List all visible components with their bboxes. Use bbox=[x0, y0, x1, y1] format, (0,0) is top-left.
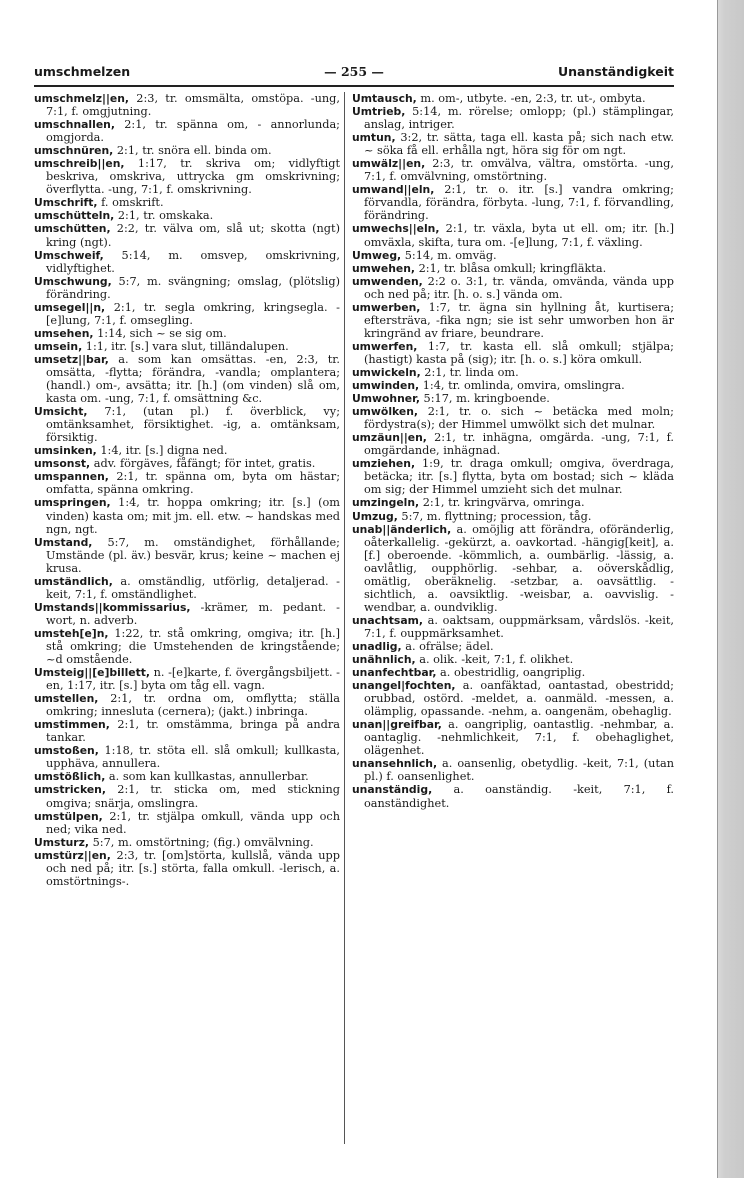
dictionary-entry bbox=[352, 157, 674, 183]
entry-headword: umsteh[e]n, bbox=[34, 626, 109, 640]
entry-headword: umspannen, bbox=[34, 470, 109, 484]
entry-definition: 2:2 o. 3:1, tr. vända, omvända, vända upp och ned på; itr. [h. o. s.] vända om. bbox=[364, 274, 674, 301]
dictionary-entry bbox=[34, 783, 340, 809]
entry-headword: umsegel||n, bbox=[34, 300, 106, 314]
entry-headword: umständlich, bbox=[34, 574, 113, 588]
right-column bbox=[352, 92, 674, 810]
entry-definition: 1:1, itr. [s.] vara slut, tilländalupen. bbox=[82, 339, 289, 353]
entry-headword: unansehnlich, bbox=[352, 757, 438, 771]
entry-definition: 2:1, tr. växla, byta ut ell. om; itr. [h.] omväxla, skifta, tura om. -[e]lung, 7:1, f. växling. bbox=[364, 222, 674, 249]
header-first-word: umschmelzen bbox=[34, 64, 131, 79]
entry-headword: umtun, bbox=[352, 131, 396, 145]
entry-definition: 2:2, tr. välva om, slå ut; skotta (ngt) kring (ngt). bbox=[46, 222, 340, 249]
entry-headword: umsonst, bbox=[34, 457, 91, 471]
entry-headword: Umsteig||[e]billett, bbox=[34, 666, 151, 680]
dictionary-entry bbox=[352, 340, 674, 366]
dictionary-entry bbox=[352, 679, 674, 718]
entry-headword: umzingeln, bbox=[352, 496, 420, 510]
entry-definition: 2:1, tr. omstämma, bringa på andra tankar. bbox=[46, 718, 340, 745]
dictionary-entry bbox=[352, 275, 674, 301]
dictionary-entry bbox=[34, 144, 340, 157]
entry-definition: 2:1, tr. spänna om, byta om hästar; omfatta, spänna omkring. bbox=[46, 470, 340, 497]
entry-definition: 5:7, m. flyttning; procession, tåg. bbox=[397, 509, 592, 523]
entry-definition: a. oaktsam, ouppmärksam, vårdslös. -keit, 7:1, f. ouppmärksamhet. bbox=[364, 613, 674, 640]
entry-headword: umzäun||en, bbox=[352, 431, 427, 445]
dictionary-entry bbox=[34, 92, 340, 118]
dictionary-entry bbox=[352, 392, 674, 405]
left-column bbox=[34, 92, 340, 888]
entry-definition: a. oangriplig, oantastlig. -nehmbar, a. oantaglig. -nehmlichkeit, 7:1, f. obehaglighet, olägenhet. bbox=[364, 718, 674, 758]
entry-headword: umschmelz||en, bbox=[34, 92, 130, 105]
entry-definition: 2:1, tr. o. itr. [s.] vandra omkring; förvandla, förändra, förbyta. -lung, 7:1, f. förvandling, förändring. bbox=[364, 183, 674, 223]
entry-headword: unadlig, bbox=[352, 639, 402, 653]
entry-headword: Umtausch, bbox=[352, 92, 417, 105]
dictionary-entry bbox=[34, 444, 340, 457]
entry-headword: unähnlich, bbox=[352, 653, 416, 667]
dictionary-entry bbox=[34, 353, 340, 405]
entry-definition: 1:14, sich ~ se sig om. bbox=[93, 326, 227, 340]
dictionary-entry bbox=[352, 131, 674, 157]
dictionary-entry bbox=[352, 249, 674, 262]
dictionary-entry bbox=[34, 718, 340, 744]
entry-definition: 2:1, tr. segla omkring, kringsegla. -[e]lung, 7:1, f. omsegling. bbox=[46, 300, 340, 327]
entry-definition: a. oansenlig, obetydlig. -keit, 7:1, (utan pl.) f. oansenlighet. bbox=[364, 757, 674, 784]
entry-definition: 5:7, m. svängning; omslag, (plötslig) förändring. bbox=[46, 274, 340, 301]
dictionary-entry bbox=[352, 222, 674, 248]
dictionary-entry bbox=[34, 118, 340, 144]
entry-headword: Umschrift, bbox=[34, 196, 98, 210]
dictionary-entry bbox=[352, 666, 674, 679]
dictionary-entry bbox=[34, 470, 340, 496]
dictionary-entry bbox=[352, 262, 674, 275]
entry-definition: 2:1, tr. sticka om, med stickning omgiva; snärja, omslingra. bbox=[46, 783, 340, 810]
dictionary-entry bbox=[34, 692, 340, 718]
dictionary-entry bbox=[34, 601, 340, 627]
entry-headword: umstürz||en, bbox=[34, 848, 111, 862]
dictionary-entry bbox=[34, 196, 340, 209]
entry-definition: -krämer, m. pedant. -wort, n. adverb. bbox=[46, 600, 340, 627]
entry-headword: umsetz||bar, bbox=[34, 352, 109, 366]
entry-definition: 1:18, tr. stöta ell. slå omkull; kullkasta, upphäva, annullera. bbox=[46, 744, 340, 771]
entry-definition: a. ofrälse; ädel. bbox=[401, 639, 494, 653]
entry-definition: 2:1, tr. stjälpa omkull, vända upp och ned; vika ned. bbox=[46, 809, 340, 836]
entry-headword: Umstands||kommissarius, bbox=[34, 600, 191, 614]
entry-definition: 5:17, m. kringboende. bbox=[419, 392, 550, 406]
entry-definition: a. oanfäktad, oantastad, obestridd; orubbad, ostörd. -meldet, a. oanmäld. -messen, a. olämplig, opassande. -nehm, a. oangenäm, obehaglig. bbox=[364, 679, 674, 719]
entry-definition: m. om-, utbyte. -en, 2:3, tr. ut-, ombyta. bbox=[416, 92, 646, 105]
entry-definition: 1:7, tr. ägna sin hyllning åt, kurtisera; eftersträva, -fika ngn; sie ist sehr umworben hon är kringränd av friare, beundrare. bbox=[364, 300, 674, 340]
dictionary-entry bbox=[34, 275, 340, 301]
column-divider bbox=[344, 92, 345, 1144]
entry-headword: umschütten, bbox=[34, 222, 111, 236]
entry-definition: 1:9, tr. draga omkull; omgiva, överdraga, betäcka; itr. [s.] flytta, byta om bostad; sich ~ kläda om sig; der Himmel umzieht sich det mulnar. bbox=[364, 457, 674, 497]
entry-definition: 1:7, tr. kasta ell. slå omkull; stjälpa; (hastigt) kasta på (sig); itr. [h. o. s.] köra omkull. bbox=[364, 339, 674, 366]
dictionary-entry bbox=[352, 614, 674, 640]
entry-definition: 2:1, tr. linda om. bbox=[420, 365, 519, 379]
entry-headword: umschnüren, bbox=[34, 144, 114, 158]
dictionary-entry bbox=[34, 209, 340, 222]
dictionary-entry bbox=[352, 653, 674, 666]
entry-headword: Umschwung, bbox=[34, 274, 112, 288]
entry-headword: unanfechtbar, bbox=[352, 666, 437, 680]
dictionary-entry bbox=[352, 379, 674, 392]
dictionary-entry bbox=[34, 770, 340, 783]
entry-definition: a. obestridlig, oangriplig. bbox=[436, 666, 586, 680]
entry-headword: Umsturz, bbox=[34, 835, 90, 849]
entry-headword: umwechs||eln, bbox=[352, 222, 440, 236]
dictionary-entry bbox=[352, 523, 674, 614]
dictionary-entry bbox=[34, 627, 340, 666]
entry-headword: umsein, bbox=[34, 339, 83, 353]
dictionary-entry bbox=[34, 575, 340, 601]
dictionary-entry bbox=[34, 157, 340, 196]
entry-headword: umstimmen, bbox=[34, 718, 110, 732]
dictionary-entry bbox=[352, 431, 674, 457]
entry-definition: a. som kan kullkastas, annullerbar. bbox=[105, 770, 309, 784]
entry-headword: umstößlich, bbox=[34, 770, 106, 784]
entry-definition: 5:14, m. omsvep, omskrivning, vidlyftighet. bbox=[46, 248, 340, 275]
entry-headword: Umstand, bbox=[34, 535, 93, 549]
entry-headword: umschreib||en, bbox=[34, 157, 125, 171]
entry-definition: 1:4, tr. omlinda, omvira, omslingra. bbox=[419, 379, 625, 393]
entry-headword: umsehen, bbox=[34, 326, 94, 340]
page-number: — 255 — bbox=[324, 64, 384, 79]
entry-definition: a. olik. -keit, 7:1, f. olikhet. bbox=[415, 653, 574, 667]
entry-definition: 1:17, tr. skriva om; vidlyftigt beskriva, omskriva, uttrycka gm omskrivning; överflytta. -ung, 7:1, f. omskrivning. bbox=[46, 157, 340, 197]
entry-definition: 2:1, tr. ordna om, omflytta; ställa omkring; innesluta (cernera); (jakt.) inbringa. bbox=[46, 692, 340, 719]
entry-headword: Umtrieb, bbox=[352, 105, 406, 119]
entry-headword: Umzug, bbox=[352, 509, 398, 523]
entry-definition: 2:3, tr. omvälva, vältra, omstörta. -ung, 7:1, f. omvälvning, omstörtning. bbox=[364, 157, 674, 184]
entry-definition: 2:1, tr. o. sich ~ betäcka med moln; fördystra(s); der Himmel umwölkt sich det mulnar. bbox=[364, 405, 674, 432]
dictionary-entry bbox=[352, 510, 674, 523]
dictionary-entry bbox=[34, 666, 340, 692]
entry-definition: 2:1, tr. inhägna, omgärda. -ung, 7:1, f. omgärdande, inhägnad. bbox=[364, 431, 674, 458]
entry-headword: umstricken, bbox=[34, 783, 106, 797]
dictionary-entry bbox=[352, 718, 674, 757]
running-header bbox=[34, 64, 674, 86]
entry-headword: umwinden, bbox=[352, 379, 420, 393]
dictionary-entry bbox=[34, 405, 340, 444]
entry-headword: unanständig, bbox=[352, 783, 433, 797]
entry-headword: unab||änderlich, bbox=[352, 522, 452, 536]
dictionary-entry bbox=[352, 496, 674, 509]
entry-definition: n. -[e]karte, f. övergångsbiljett. -en, 1:17, itr. [s.] byta om tåg ell. vagn. bbox=[46, 666, 340, 693]
entry-headword: unachtsam, bbox=[352, 613, 423, 627]
entry-headword: umwälz||en, bbox=[352, 157, 426, 171]
entry-definition: 2:1, tr. spänna om, - annorlunda; omgjorda. bbox=[46, 118, 340, 145]
page-edge-shadow bbox=[717, 0, 744, 1178]
entry-definition: 2:3, tr. [om]störta, kullslå, vända upp och ned på; itr. [s.] störta, falla omkull. -lerisch, a. omstörtnings-. bbox=[46, 848, 340, 888]
entry-definition: 2:1, tr. kringvärva, omringa. bbox=[419, 496, 585, 510]
entry-headword: Umschweif, bbox=[34, 248, 104, 262]
dictionary-entry bbox=[34, 340, 340, 353]
header-rule bbox=[34, 85, 674, 87]
entry-headword: umwenden, bbox=[352, 274, 423, 288]
entry-headword: unangel|fochten, bbox=[352, 679, 456, 693]
dictionary-entry bbox=[352, 457, 674, 496]
entry-definition: 5:14, m. omväg. bbox=[401, 248, 497, 262]
entry-definition: 7:1, (utan pl.) f. överblick, vy; omtänksamhet, försiktighet. -ig, a. omtänksam, försiktig. bbox=[46, 405, 340, 445]
dictionary-entry bbox=[352, 640, 674, 653]
dictionary-entry bbox=[34, 849, 340, 888]
entry-headword: umstoßen, bbox=[34, 744, 99, 758]
dictionary-entry bbox=[352, 757, 674, 783]
entry-headword: Umweg, bbox=[352, 248, 402, 262]
entry-headword: umwickeln, bbox=[352, 365, 421, 379]
entry-definition: 1:4, itr. [s.] digna ned. bbox=[96, 444, 228, 458]
dictionary-entry bbox=[352, 105, 674, 131]
dictionary-entry bbox=[352, 405, 674, 431]
entry-headword: umsinken, bbox=[34, 444, 97, 458]
entry-headword: umwerfen, bbox=[352, 339, 418, 353]
dictionary-entry bbox=[34, 301, 340, 327]
entry-definition: 5:7, m. omständighet, förhållande; Umstände (pl. äv.) besvär, krus; keine ~ machen ej krusa. bbox=[46, 535, 340, 575]
entry-definition: adv. förgäves, fåfängt; för intet, gratis. bbox=[90, 457, 316, 471]
entry-definition: 1:4, tr. hoppa omkring; itr. [s.] (om vinden) kasta om; mit jm. ell. etw. ~ handskas med ngn, ngt. bbox=[46, 496, 340, 536]
entry-headword: umspringen, bbox=[34, 496, 111, 510]
entry-headword: umwand||eln, bbox=[352, 183, 435, 197]
dictionary-entry bbox=[34, 536, 340, 575]
entry-headword: umwehen, bbox=[352, 261, 416, 275]
entry-definition: 3:2, tr. sätta, taga ell. kasta på; sich nach etw. ~ söka få ell. erhålla ngt, höra sig för om ngt. bbox=[364, 131, 674, 158]
entry-definition: 5:14, m. rörelse; omlopp; (pl.) stämplingar, anslag, intriger. bbox=[364, 105, 674, 132]
dictionary-entry bbox=[34, 457, 340, 470]
dictionary-entry bbox=[352, 301, 674, 340]
dictionary-entry bbox=[34, 249, 340, 275]
dictionary-entry bbox=[34, 222, 340, 248]
entry-headword: umschütteln, bbox=[34, 209, 115, 223]
entry-headword: umwölken, bbox=[352, 405, 419, 419]
entry-definition: f. omskrift. bbox=[97, 196, 164, 210]
entry-definition: 2:3, tr. omsmälta, omstöpa. -ung, 7:1, f. omgjutning. bbox=[46, 92, 340, 119]
entry-definition: 1:22, tr. stå omkring, omgiva; itr. [h.] stå omkring; die Umstehenden de kringstående; ~d omstående. bbox=[46, 626, 340, 667]
entry-definition: 2:1, tr. snöra ell. binda om. bbox=[113, 144, 272, 158]
entry-definition: 5:7, m. omstörtning; (fig.) omvälvning. bbox=[89, 835, 314, 849]
dictionary-entry bbox=[352, 366, 674, 379]
dictionary-entry bbox=[352, 183, 674, 222]
entry-definition: 2:1, tr. blåsa omkull; kringfläkta. bbox=[415, 261, 607, 275]
entry-definition: a. som kan omsättas. -en, 2:3, tr. omsätta, -flytta; förändra, -vandla; omplantera; (handl.) om-, avsätta; itr. [h.] (om vinden) slå om, kasta om. -ung, 7:1, f. omsättning &c. bbox=[46, 352, 340, 406]
entry-definition: a. omöjlig att förändra, oföränderlig, oåterkallelig. -gekürzt, a. oavkortad. -hängig[keit], a. [f.] oberoende. -kömmlich, a. oumbärlig. -lässig, a. oavlåtlig, oupphörlig. -sehbar, a. oöverskådlig, omätlig, oberäknelig. -setzbar, a. oavsättlig. -sichtlich, a. oavsiktlig. -weisbar, a. oavvislig. -wendbar, a. oundviklig. bbox=[364, 522, 674, 614]
entry-definition: a. omständlig, utförlig, detaljerad. -keit, 7:1, f. omständlighet. bbox=[46, 574, 340, 601]
entry-headword: Umsicht, bbox=[34, 405, 88, 419]
entry-headword: umstellen, bbox=[34, 692, 99, 706]
dictionary-entry bbox=[34, 744, 340, 770]
header-last-word: Unanständigkeit bbox=[557, 64, 674, 79]
entry-headword: umwerben, bbox=[352, 300, 421, 314]
entry-headword: umschnallen, bbox=[34, 118, 115, 132]
entry-headword: unan||greifbar, bbox=[352, 718, 442, 732]
entry-headword: Umwohner, bbox=[352, 392, 420, 406]
entry-headword: umstülpen, bbox=[34, 809, 103, 823]
dictionary-entry bbox=[352, 92, 674, 105]
entry-headword: umziehen, bbox=[352, 457, 416, 471]
entry-definition: a. oanständig. -keit, 7:1, f. oanständighet. bbox=[364, 783, 674, 810]
dictionary-entry bbox=[34, 496, 340, 535]
dictionary-entry bbox=[34, 327, 340, 340]
dictionary-entry bbox=[34, 836, 340, 849]
entry-definition: 2:1, tr. omskaka. bbox=[114, 209, 214, 223]
dictionary-entry bbox=[34, 810, 340, 836]
dictionary-entry bbox=[352, 783, 674, 809]
